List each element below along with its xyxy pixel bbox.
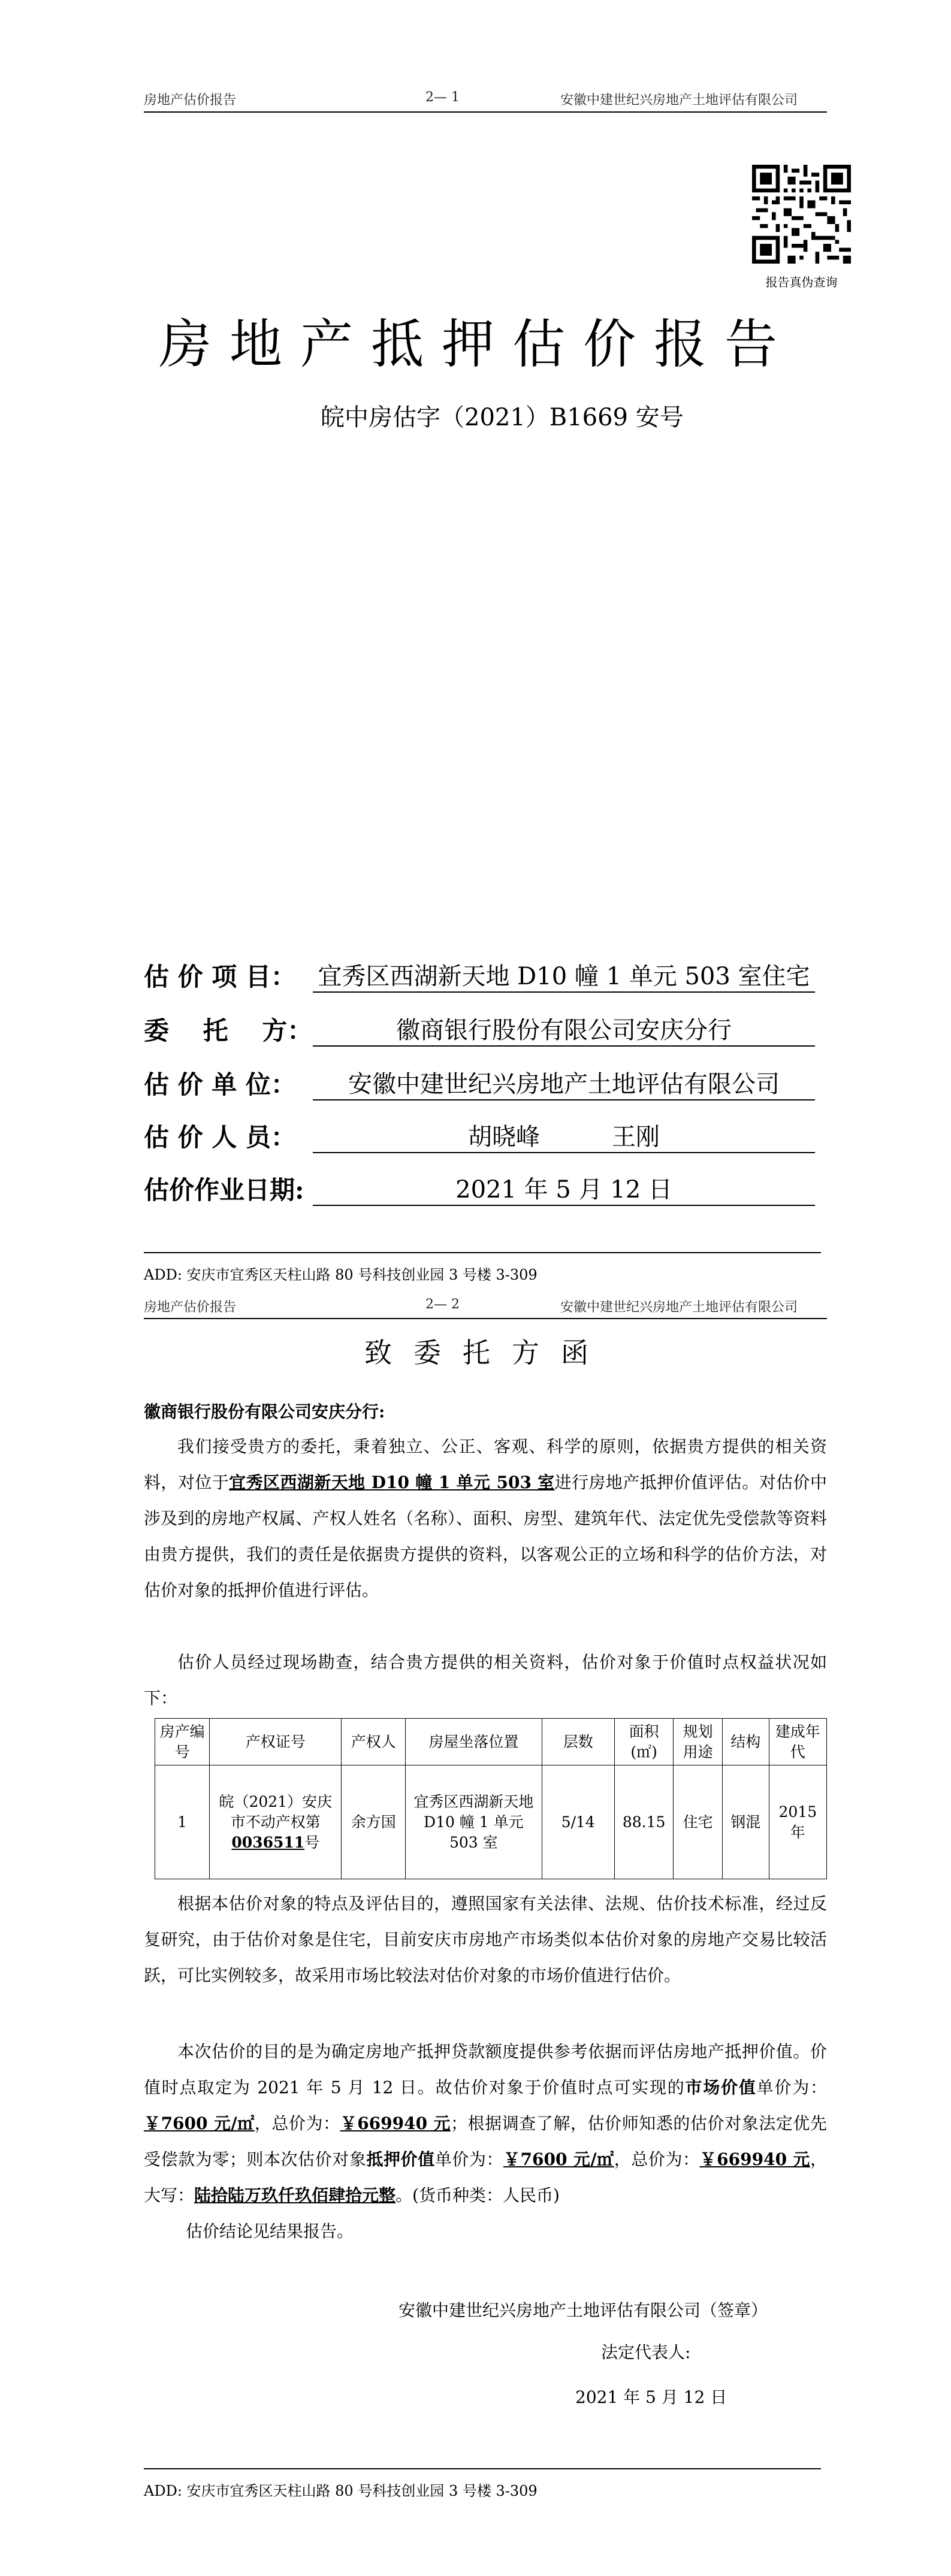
para4-unit-price-1: ￥7600 元/㎡ [144, 2114, 255, 2133]
letter-paragraph-2: 估价人员经过现场勘查，结合贵方提供的相关资料，估价对象于价值时点权益状况如下： [144, 1652, 827, 1708]
letter-paragraph-5: 估价结论见结果报告。 [186, 2221, 354, 2241]
signature-representative: 法定代表人: [601, 2342, 691, 2362]
property-table [155, 1718, 827, 1879]
page1-header-right: 安徽中建世纪兴房地产土地评估有限公司 [560, 93, 798, 108]
para4-market-value: 市场价值 [685, 2078, 757, 2097]
field-value-date: 2021 年 5 月 12 日 [313, 1171, 815, 1206]
letter-title: 致委托方函 [364, 1337, 610, 1369]
page2-header-left: 房地产估价报告 [144, 1300, 237, 1315]
report-number: 皖中房估字（2021）B1669 安号 [321, 404, 684, 431]
para4-text-b: 单价为： [756, 2078, 827, 2097]
field-label-project: 估 价 项 目： [144, 962, 296, 991]
qr-caption: 报告真伪查询 [765, 275, 838, 289]
para1-text-b: 进行房地产抵押价值评估。对估价中涉及到的房地产权属、产权人姓名（名称）、面积、房型、建筑年代、法定优先受偿款等资料由贵方提供，我们的责任是依据贵方提供的资料，以客观公正的立场和科学的估价方法，对估价对象的抵押价值进行评估。 [144, 1473, 827, 1600]
page1-footer-rule [144, 1252, 821, 1253]
page1-header-center: 2— 1 [425, 90, 460, 105]
report-title: 房地产抵押估价报告 [159, 313, 796, 375]
cell-cert-a: 皖（2021）安庆市不动产权第 [219, 1792, 333, 1831]
cell-location: 宜秀区西湖新天地 D10 幢 1 单元 503 室 [406, 1765, 542, 1879]
page1-header-rule [144, 111, 827, 113]
para4-total-2: ￥669940 元 [699, 2149, 810, 2169]
cell-cert-b: 号 [304, 1833, 320, 1851]
letter-paragraph-1 [144, 1429, 827, 1609]
cell-owner: 余方国 [342, 1765, 406, 1879]
page1-header-left: 房地产估价报告 [144, 93, 237, 108]
letter-addressee: 徽商银行股份有限公司安庆分行: [144, 1402, 385, 1422]
para4-text-h: 。(货币种类：人民币) [396, 2185, 560, 2205]
letter-paragraph-3: 根据本估价对象的特点及评估目的，遵照国家有关法律、法规、估价技术标准，经过反复研究，由于估价对象是住宅，目前安庆市房地产市场类似本估价对象的房地产交易比较活跃，可比实例较多，故采用市场比较法对估价对象的市场价值进行估价。 [144, 1894, 827, 1985]
th-area: 面积(㎡) [614, 1719, 674, 1765]
field-value-appraiser-org: 安徽中建世纪兴房地产土地评估有限公司 [313, 1065, 815, 1100]
page2-header-right: 安徽中建世纪兴房地产土地评估有限公司 [560, 1300, 798, 1315]
page2-footer-rule [144, 2468, 821, 2469]
field-value-appraisers: 胡晓峰 王刚 [313, 1118, 815, 1153]
signature-date: 2021 年 5 月 12 日 [575, 2387, 727, 2407]
cell-structure: 钢混 [722, 1765, 769, 1879]
page2-header-center: 2— 2 [425, 1297, 460, 1312]
cell-floors: 5/14 [542, 1765, 614, 1879]
th-use: 规划用途 [674, 1719, 723, 1765]
field-label-appraisers: 估 价 人 员： [144, 1123, 296, 1152]
para4-mortgage-value: 抵押价值 [366, 2149, 435, 2169]
para4-text-a: 本次估价的目的是为确定房地产抵押贷款额度提供参考依据而评估房地产抵押价值。价值时点取定为 2021 年 5 月 12 日。故估价对象于价值时点可实现的 [144, 2042, 827, 2097]
para4-text-e: 单价为： [434, 2149, 503, 2169]
field-value-project: 宜秀区西湖新天地 D10 幢 1 单元 503 室住宅 [313, 957, 815, 993]
th-year: 建成年代 [769, 1719, 826, 1765]
qr-code-icon [752, 165, 851, 264]
th-location: 房屋坐落位置 [406, 1719, 542, 1765]
cell-area: 88.15 [614, 1765, 674, 1879]
cell-cert [210, 1765, 342, 1879]
para4-text-f: ，总价为： [614, 2149, 700, 2169]
para4-total-1: ￥669940 元 [340, 2114, 451, 2133]
th-structure: 结构 [722, 1719, 769, 1765]
th-owner: 产权人 [342, 1719, 406, 1765]
letter-paragraph-4 [144, 2034, 827, 2214]
page2-header-rule [144, 1318, 827, 1319]
signature-company: 安徽中建世纪兴房地产土地评估有限公司（签章） [398, 2300, 768, 2320]
field-value-client: 徽商银行股份有限公司安庆分行 [313, 1011, 815, 1047]
field-label-appraiser-org: 估 价 单 位： [144, 1070, 296, 1099]
cell-year: 2015 年 [769, 1765, 826, 1879]
para4-unit-price-2: ￥7600 元/㎡ [503, 2149, 614, 2169]
para4-text-d: ；根据调查了解，估价师知悉的估价对象法定优先受偿款为零；则本次估价对象 [144, 2114, 827, 2169]
field-label-date: 估价作业日期: [144, 1175, 304, 1205]
cell-cert-num: 0036511 [231, 1833, 305, 1851]
page1-footer-address: ADD: 安庆市宜秀区天柱山路 80 号科技创业园 3 号楼 3-309 [144, 1266, 538, 1283]
table-row [155, 1765, 827, 1879]
para4-text-g: ，大写： [144, 2149, 827, 2205]
th-floors: 层数 [542, 1719, 614, 1765]
cell-use: 住宅 [674, 1765, 723, 1879]
para4-text-c: ，总价为： [254, 2114, 340, 2133]
field-label-client: 委 托 方： [144, 1016, 313, 1045]
table-header-row [155, 1719, 827, 1765]
para1-text-a: 我们接受贵方的委托，秉着独立、公正、客观、科学的原则，依据贵方提供的相关资料，对位于 [144, 1437, 827, 1492]
cell-no: 1 [155, 1765, 210, 1879]
th-cert-no: 产权证号 [210, 1719, 342, 1765]
th-property-no: 房产编号 [155, 1719, 210, 1765]
para1-property: 宜秀区西湖新天地 D10 幢 1 单元 503 室 [229, 1473, 555, 1492]
para4-amount-in-words: 陆拾陆万玖仟玖佰肆拾元整 [194, 2185, 396, 2205]
page2-footer-address: ADD: 安庆市宜秀区天柱山路 80 号科技创业园 3 号楼 3-309 [144, 2483, 538, 2499]
